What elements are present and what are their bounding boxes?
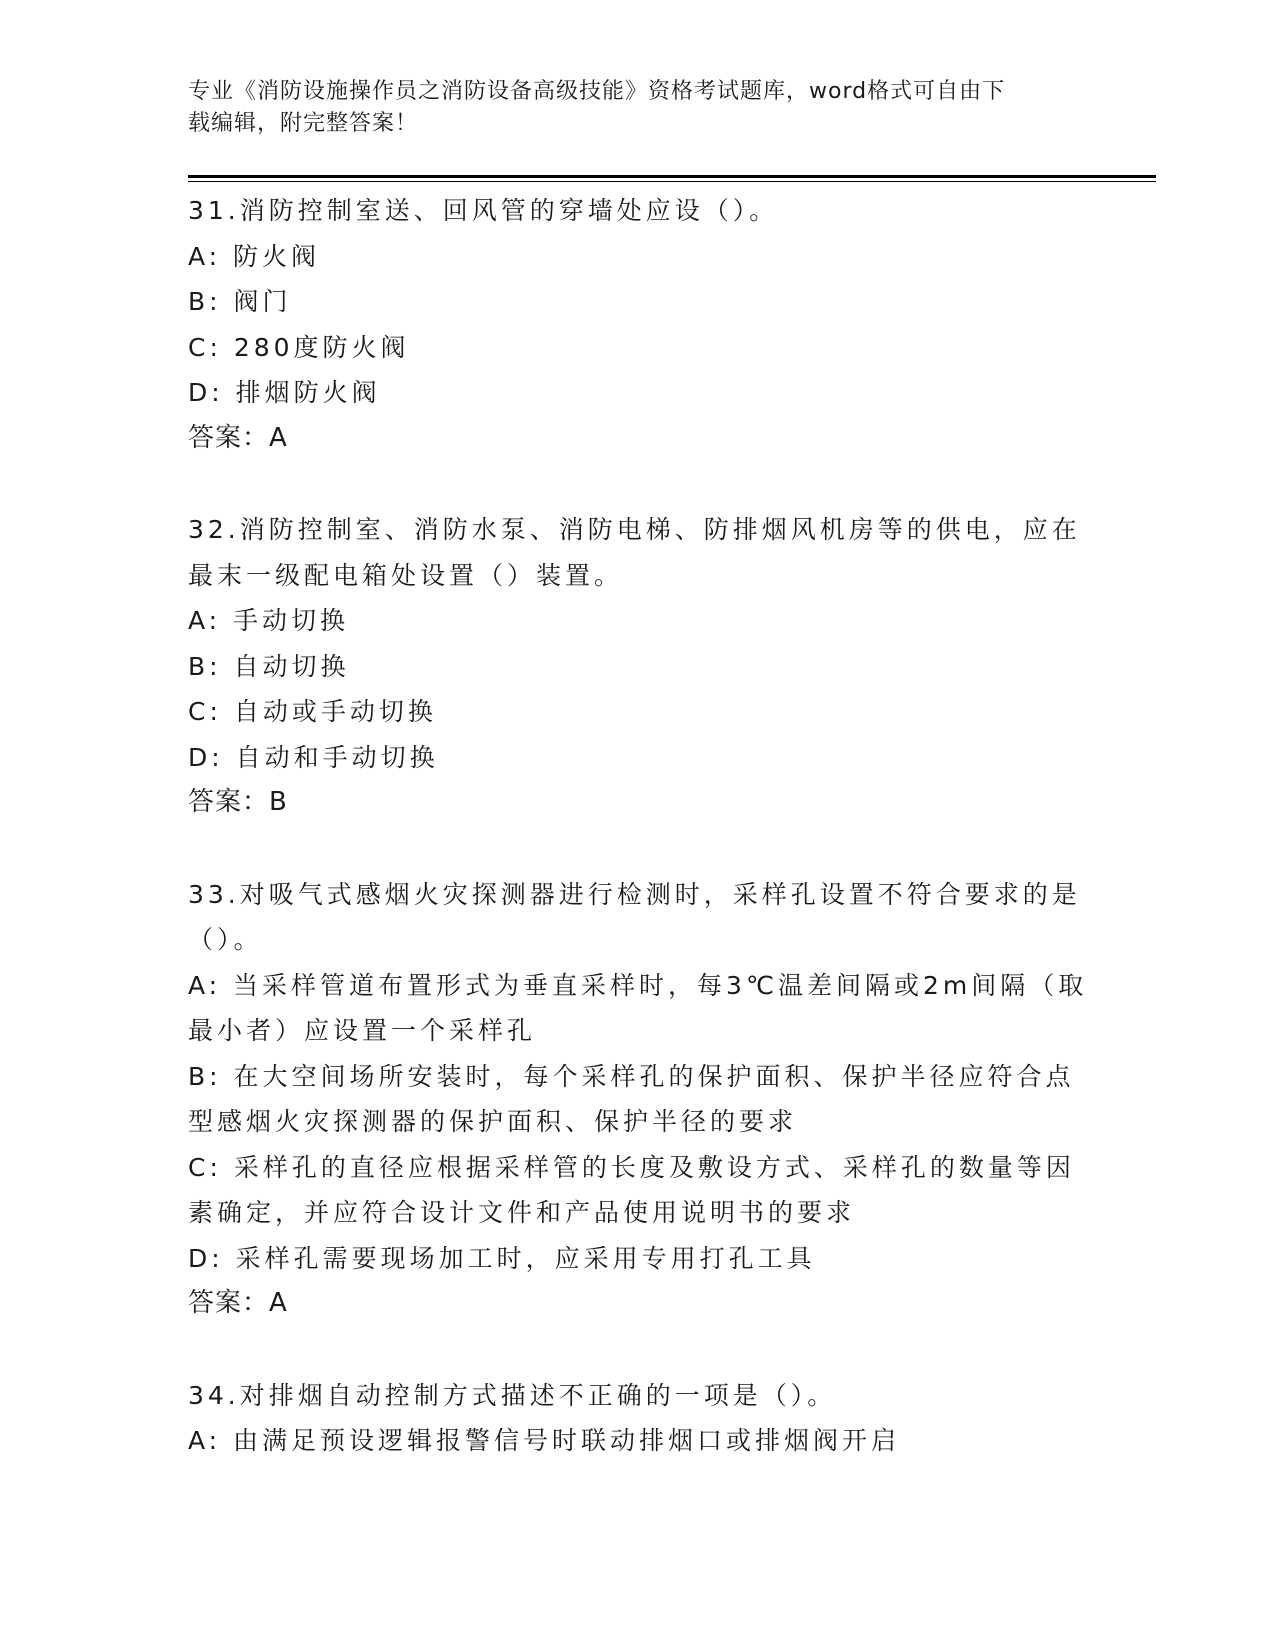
answer: 答案：B	[188, 787, 288, 817]
question-list	[188, 188, 1088, 1510]
option-c: C: 自动或手动切换	[188, 697, 437, 726]
option-c: C: 280度防火阀	[188, 332, 410, 362]
option-a: A: 手动切换	[188, 606, 350, 635]
option-d: D: 排烟防火阀	[188, 378, 381, 407]
option-b: B: 阀门	[188, 287, 292, 316]
question-text: 33.对吸气式感烟火灾探测器进行检测时，采样孔设置不符合要求的是	[188, 879, 1081, 909]
question-text-cont: （）。	[188, 925, 263, 954]
question-33	[188, 872, 1088, 1327]
option-c-cont: 素确定，并应符合设计文件和产品使用说明书的要求	[188, 1198, 856, 1227]
header-rule-thin	[188, 181, 1156, 182]
header-line-1: 专业《消防设施操作员之消防设备高级技能》资格考试题库，word格式可自由下	[188, 79, 1006, 104]
option-c: C: 采样孔的直径应根据采样管的长度及敷设方式、采样孔的数量等因	[188, 1152, 1075, 1182]
option-b: B: 在大空间场所安装时，每个采样孔的保护面积、保护半径应符合点	[188, 1061, 1075, 1091]
answer: 答案：A	[188, 1288, 288, 1318]
option-d: D: 采样孔需要现场加工时，应采用专用打孔工具	[188, 1243, 816, 1273]
option-a: A: 防火阀	[188, 241, 321, 271]
option-a-cont: 最小者）应设置一个采样孔	[188, 1016, 537, 1045]
question-31	[188, 188, 1088, 461]
option-b: B: 自动切换	[188, 651, 350, 681]
option-b-cont: 型感烟火灾探测器的保护面积、保护半径的要求	[188, 1107, 798, 1136]
option-a: A: 当采样管道布置形式为垂直采样时，每3℃温差间隔或2m间隔（取	[188, 970, 1088, 1000]
header-line-2: 载编辑，附完整答案！	[188, 111, 419, 136]
question-34	[188, 1373, 1088, 1464]
option-a: A: 由满足预设逻辑报警信号时联动排烟口或排烟阀开启	[188, 1426, 901, 1455]
option-d: D: 自动和手动切换	[188, 742, 439, 772]
document-header	[188, 76, 1088, 140]
question-32	[188, 507, 1088, 826]
question-text: 31.消防控制室送、回风管的穿墙处应设（）。	[188, 196, 779, 225]
question-text-cont: 最末一级配电箱处设置（）装置。	[188, 560, 624, 590]
question-text: 32.消防控制室、消防水泵、消防电梯、防排烟风机房等的供电，应在	[188, 515, 1081, 544]
question-text: 34.对排烟自动控制方式描述不正确的一项是（）。	[188, 1380, 837, 1410]
answer: 答案：A	[188, 422, 288, 453]
header-rule-thick	[188, 175, 1156, 178]
